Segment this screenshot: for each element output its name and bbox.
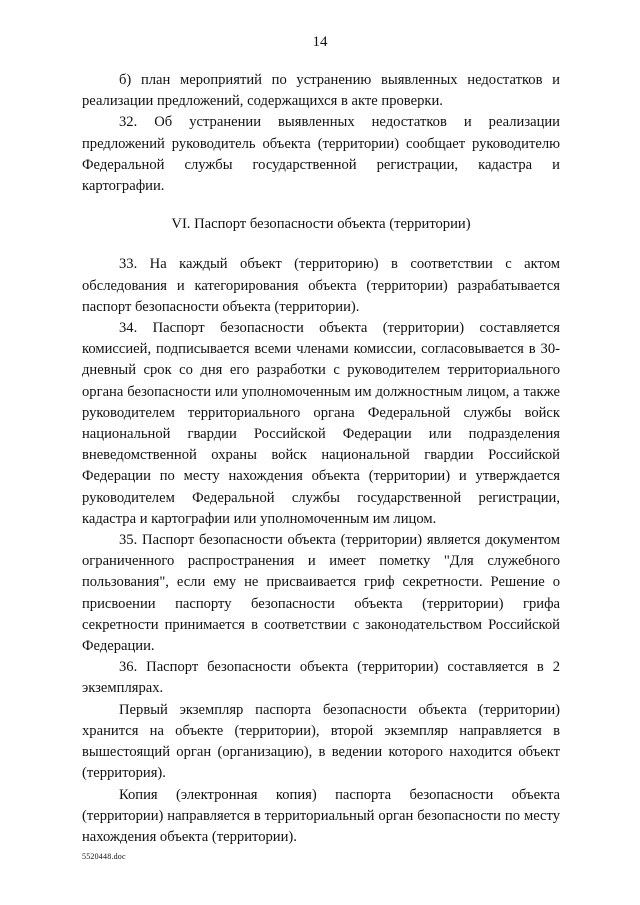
paragraph-32: 32. Об устранении выявленных недостатков и реализации предложений руководитель объекта (территории) сообщает руководителю Федеральной службы государственной регистрации, кадастра и картографии. <box>82 114 560 195</box>
page-number: 14 <box>312 34 328 50</box>
paragraph-33: 33. На каждый объект (территорию) в соответствии с актом обследования и категорирования объекта (территории) разрабатывается паспорт безопасности объекта (территории). <box>82 256 560 315</box>
paragraph-35: 35. Паспорт безопасности объекта (территории) является документом ограниченного распространения и имеет пометку "Для служебного пользования", если ему не присваивается гриф секретности. Решение о присвоении паспорту безопасности объекта (территории) грифа секретности принимается в соответствии с законодательством Российской Федерации. <box>82 532 560 655</box>
paragraph-item-b: б) план мероприятий по устранению выявленных недостатков и реализации предложений, содержащихся в акте проверки. <box>82 72 560 110</box>
file-name-footer: 5520448.doc <box>82 852 126 861</box>
section-heading: VI. Паспорт безопасности объекта (территории) <box>171 216 471 233</box>
paragraph-36: 36. Паспорт безопасности объекта (территории) составляется в 2 экземплярах. <box>82 659 560 697</box>
paragraph-electronic-copy: Копия (электронная копия) паспорта безопасности объекта (территории) направляется в территориальный орган безопасности по месту нахождения объекта (территории). <box>82 786 560 845</box>
paragraph-first-copy: Первый экземпляр паспорта безопасности объекта (территории) хранится на объекте (территории), второй экземпляр направляется в вышестоящий орган (организацию), в ведении которого находится объект (территория). <box>82 701 560 782</box>
document-body <box>82 70 560 848</box>
paragraph-34: 34. Паспорт безопасности объекта (территории) составляется комиссией, подписывается всеми членами комиссии, согласовывается в 30-дневный срок со дня его разработки с руководителем территориального органа безопасности или уполномоченным им должностным лицом, а также руководителем территориального органа Федеральной службы войск национальной гвардии Российской Федерации или подразделения вневедомственной охраны войск национальной гвардии Российской Федерации по месту нахождения объекта (территории) и утверждается руководителем Федеральной службы государственной регистрации, кадастра и картографии или уполномоченным им лицом. <box>82 320 560 527</box>
